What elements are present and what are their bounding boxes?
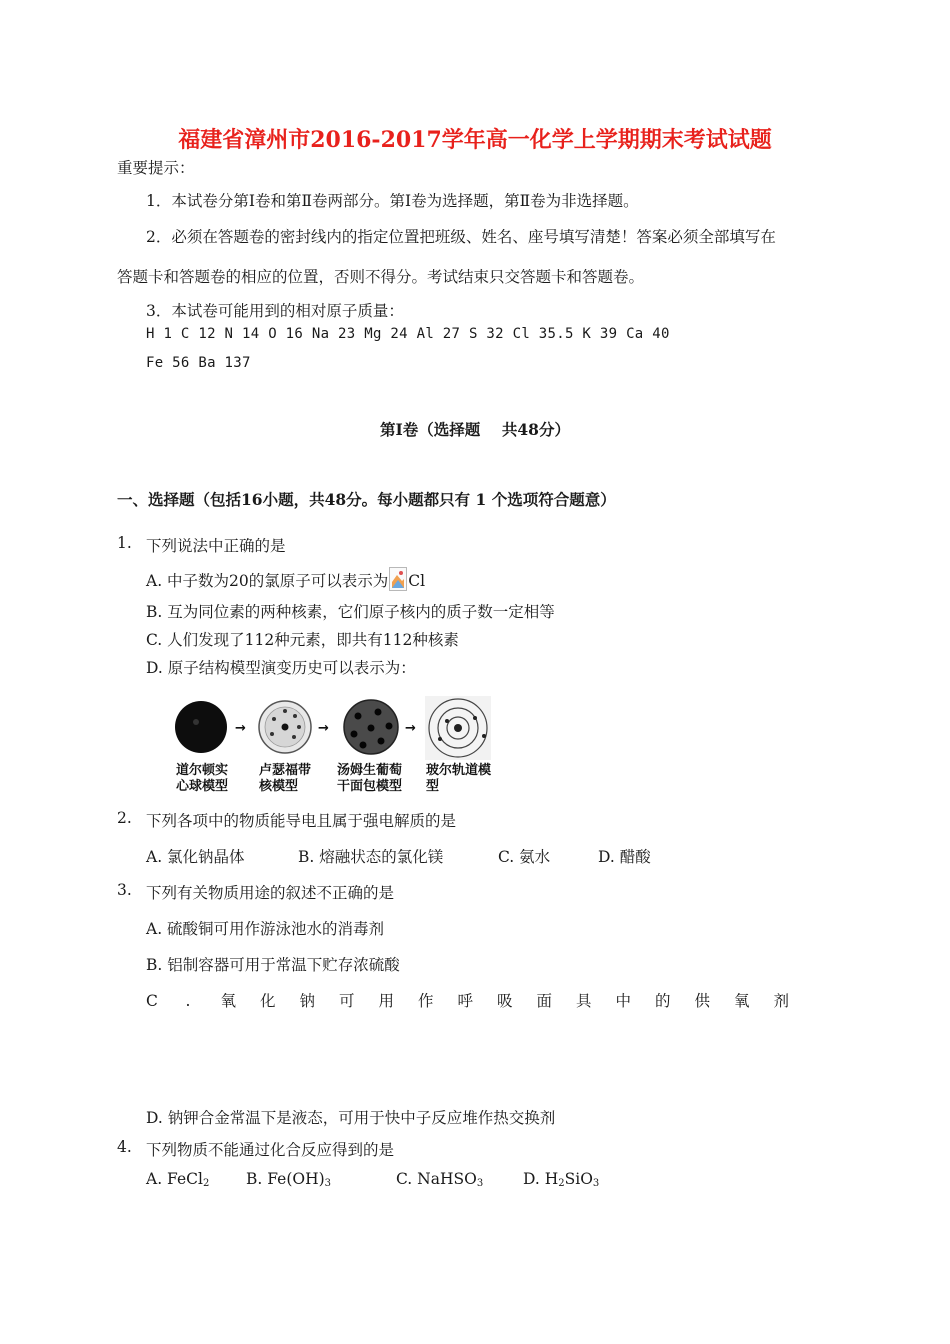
notice-item-1: 1．本试卷分第Ⅰ卷和第Ⅱ卷两部分。第Ⅰ卷为选择题，第Ⅱ卷为非选择题。	[146, 192, 639, 210]
question-1-option-d: D. 原子结构模型演变历史可以表示为：	[146, 659, 416, 677]
question-4-option-c	[396, 1170, 483, 1189]
question-2-option-b: B. 熔融状态的氯化镁	[298, 848, 444, 866]
question-2-option-a: A. 氯化钠晶体	[146, 848, 245, 866]
caption-rutherford-line-1: 卢瑟福带	[259, 763, 312, 778]
option-c-char: 剂	[773, 992, 790, 1010]
option-c-char: 化	[260, 992, 276, 1010]
page-title: 福建省漳州市2016-2017学年高一化学上学期期末考试试题	[178, 127, 772, 153]
option-c-char: 具	[576, 992, 592, 1010]
question-3-number: 3.	[117, 881, 132, 899]
question-3-option-a: A. 硫酸铜可用作游泳池水的消毒剂	[146, 920, 385, 938]
question-4-option-a	[146, 1170, 209, 1189]
figure-arrow-1: →	[235, 721, 246, 736]
notice-heading: 重要提示：	[117, 159, 195, 177]
option-d-formula-part: SiO	[564, 1170, 593, 1188]
part-1-heading: 第Ⅰ卷（选择题 共48分）	[380, 420, 570, 439]
question-2-option-c: C. 氨水	[498, 848, 551, 866]
option-c-char: 作	[418, 992, 434, 1010]
option-b-subscript: 3	[324, 1178, 332, 1189]
option-b-formula: B. Fe(OH)	[246, 1170, 325, 1188]
question-1-stem: 下列说法中正确的是	[146, 537, 286, 555]
section-1-heading: 一、选择题（包括16小题，共48分。每小题都只有 1 个选项符合题意）	[117, 490, 616, 509]
question-4-stem: 下列物质不能通过化合反应得到的是	[146, 1141, 395, 1159]
question-4-number: 4.	[117, 1138, 132, 1156]
question-2-stem: 下列各项中的物质能导电且属于强电解质的是	[146, 812, 457, 830]
notice-item-2-line-2: 答题卡和答题卷的相应的位置，否则不得分。考试结束只交答题卡和答题卷。	[117, 268, 645, 286]
option-c-char: C	[146, 992, 158, 1010]
option-d-subscript: 2	[558, 1178, 565, 1189]
caption-thomson-line-1: 汤姆生葡萄	[337, 763, 403, 778]
atomic-masses-line-1: H 1 C 12 N 14 O 16 Na 23 Mg 24 Al 27 S 32 Cl 35.5 K 39 Ca 40	[146, 326, 670, 342]
broken-image-icon	[389, 567, 407, 591]
question-3-option-b: B. 铝制容器可用于常温下贮存浓硫酸	[146, 956, 400, 974]
figure-arrow-2: →	[318, 721, 329, 736]
option-c-char: 钠	[299, 992, 316, 1010]
option-c-char: 氧	[220, 992, 237, 1010]
caption-bohr-line-2: 型	[426, 779, 440, 794]
figure-arrow-3: →	[405, 721, 416, 736]
question-3-stem: 下列有关物质用途的叙述不正确的是	[146, 884, 395, 902]
option-c-char: 中	[615, 992, 632, 1010]
question-3-option-c	[146, 989, 813, 1011]
option-c-char: 吸	[497, 992, 513, 1010]
option-c-char: 可	[339, 992, 355, 1010]
option-c-char: 呼	[457, 992, 474, 1010]
option-c-char: 用	[378, 992, 395, 1010]
dalton-solid-sphere	[175, 701, 227, 753]
question-1-option-a	[146, 567, 425, 591]
question-4-option-d	[523, 1170, 599, 1189]
option-c-char: 氧	[734, 992, 750, 1010]
option-c-char: 的	[655, 992, 671, 1010]
option-c-char: .	[185, 992, 191, 1010]
atomic-model-evolution-figure	[168, 694, 508, 796]
option-a-subscript: 2	[202, 1178, 210, 1189]
notice-item-2-line-1: 2．必须在答题卷的密封线内的指定位置把班级、姓名、座号填写清楚！答案必须全部填写在	[146, 228, 776, 246]
option-d-subscript: 3	[592, 1178, 600, 1189]
option-c-formula: C. NaHSO	[396, 1170, 477, 1188]
question-3-option-d: D. 钠钾合金常温下是液态，可用于快中子反应堆作热交换剂	[146, 1109, 556, 1127]
option-c-char: 面	[536, 992, 553, 1010]
option-c-subscript: 3	[476, 1178, 484, 1189]
caption-bohr-line-1: 玻尔轨道模	[426, 763, 492, 778]
question-1-option-c: C. 人们发现了112种元素，即共有112种核素	[146, 631, 459, 649]
caption-thomson-line-2: 干面包模型	[337, 779, 403, 794]
caption-dalton-line-1: 道尔顿实	[176, 763, 229, 778]
atomic-masses-line-2: Fe 56 Ba 137	[146, 355, 251, 371]
caption-dalton-line-2: 心球模型	[176, 779, 229, 794]
option-c-char: 供	[694, 992, 711, 1010]
option-a-formula: A. FeCl	[146, 1170, 203, 1188]
option-d-formula-part: D. H	[523, 1170, 559, 1188]
question-4-option-b	[246, 1170, 331, 1189]
question-1-number: 1.	[117, 534, 132, 552]
question-2-option-d: D. 醋酸	[598, 848, 651, 866]
question-2-number: 2.	[117, 809, 132, 827]
option-a-symbol: Cl	[408, 572, 426, 590]
option-a-text: A. 中子数为20的氯原子可以表示为	[146, 572, 389, 590]
caption-rutherford-line-2: 核模型	[259, 779, 299, 794]
question-1-option-b: B. 互为同位素的两种核素，它们原子核内的质子数一定相等	[146, 603, 555, 621]
notice-item-3: 3．本试卷可能用到的相对原子质量：	[146, 302, 404, 320]
